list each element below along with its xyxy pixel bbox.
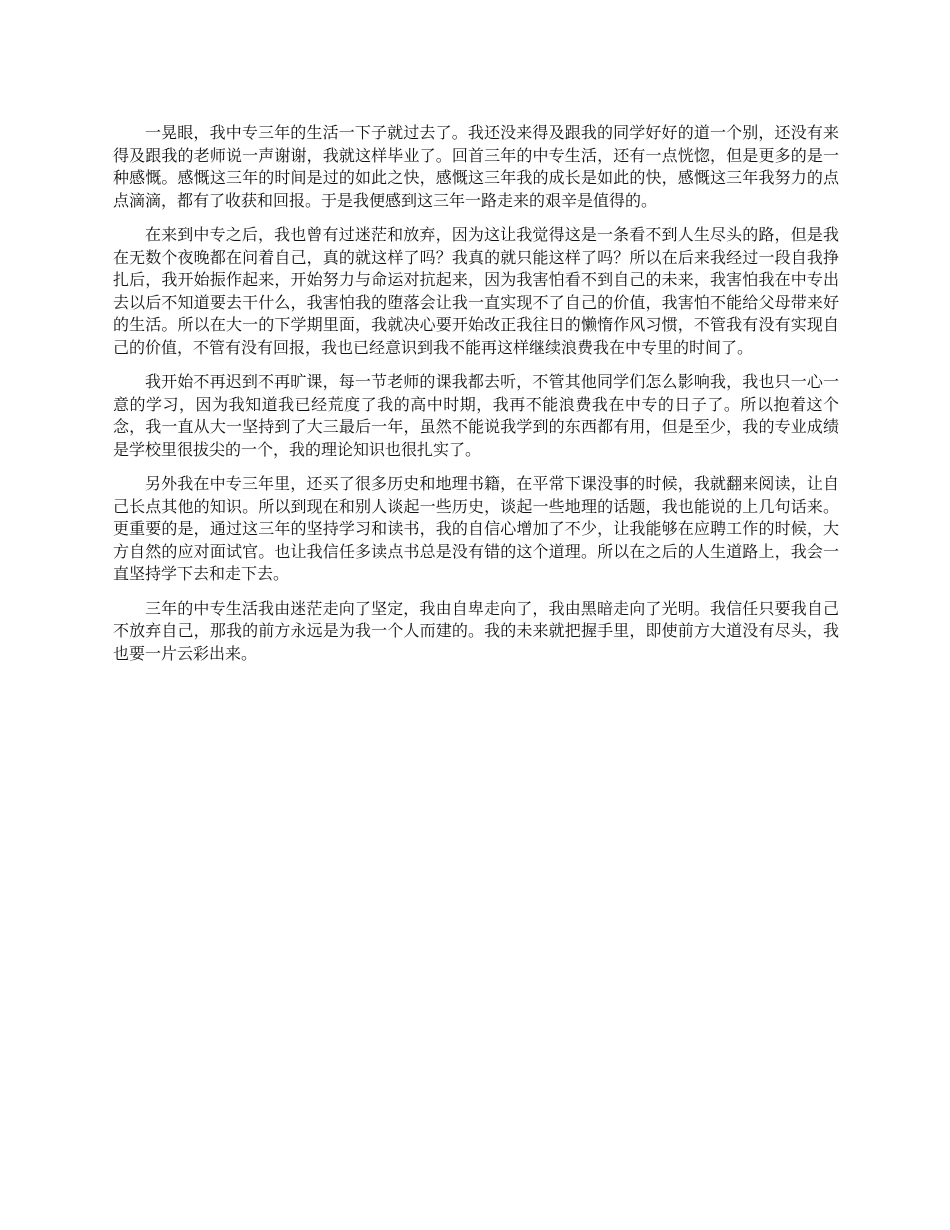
paragraph-4: 另外我在中专三年里，还买了很多历史和地理书籍，在平常下课没事的时候，我就翻来阅读，让自己长点其他的知识。所以到现在和别人谈起一些历史，谈起一些地理的话题，我也能说的上几句话来。更重要的是，通过这三年的坚持学习和读书，我的自信心增加了不少，让我能够在应聘工作的时候，大方自然的应对面试官。也让我信任多读点书总是没有错的这个道理。所以在之后的人生道路上，我会一直坚持学下去和走下去。 — [113, 474, 839, 583]
paragraph-2: 在来到中专之后，我也曾有过迷茫和放弃，因为这让我觉得这是一条看不到人生尽头的路，但是我在无数个夜晚都在问着自己，真的就这样了吗？我真的就只能这样了吗？所以在后来我经过一段自我挣扎后，我开始振作起来，开始努力与命运对抗起来，因为我害怕看不到自己的未来，我害怕我在中专出去以后不知道要去干什么，我害怕我的堕落会让我一直实现不了自己的价值，我害怕不能给父母带来好的生活。所以在大一的下学期里面，我就决心要开始改正我往日的懒惰作风习惯，不管我有没有实现自己的价值，不管有没有回报，我也已经意识到我不能再这样继续浪费我在中专里的时间了。 — [113, 225, 839, 357]
document-body — [113, 122, 839, 677]
paragraph-3: 我开始不再迟到不再旷课，每一节老师的课我都去听，不管其他同学们怎么影响我，我也只一心一意的学习，因为我知道我已经荒度了我的高中时期，我再不能浪费我在中专的日子了。所以抱着这个念，我一直从大一坚持到了大三最后一年，虽然不能说我学到的东西都有用，但是至少，我的专业成绩是学校里很拔尖的一个，我的理论知识也很扎实了。 — [113, 372, 839, 459]
paragraph-1: 一晃眼，我中专三年的生活一下子就过去了。我还没来得及跟我的同学好好的道一个别，还没有来得及跟我的老师说一声谢谢，我就这样毕业了。回首三年的中专生活，还有一点恍惚，但是更多的是一种感慨。感慨这三年的时间是过的如此之快，感慨这三年我的成长是如此的快，感慨这三年我努力的点点滴滴，都有了收获和回报。于是我便感到这三年一路走来的艰辛是值得的。 — [113, 123, 839, 210]
paragraph-5: 三年的中专生活我由迷茫走向了坚定，我由自卑走向了，我由黑暗走向了光明。我信任只要我自己不放弃自己，那我的前方永远是为我一个人而建的。我的未来就把握手里，即使前方大道没有尽头，我也要一片云彩出来。 — [113, 598, 839, 663]
